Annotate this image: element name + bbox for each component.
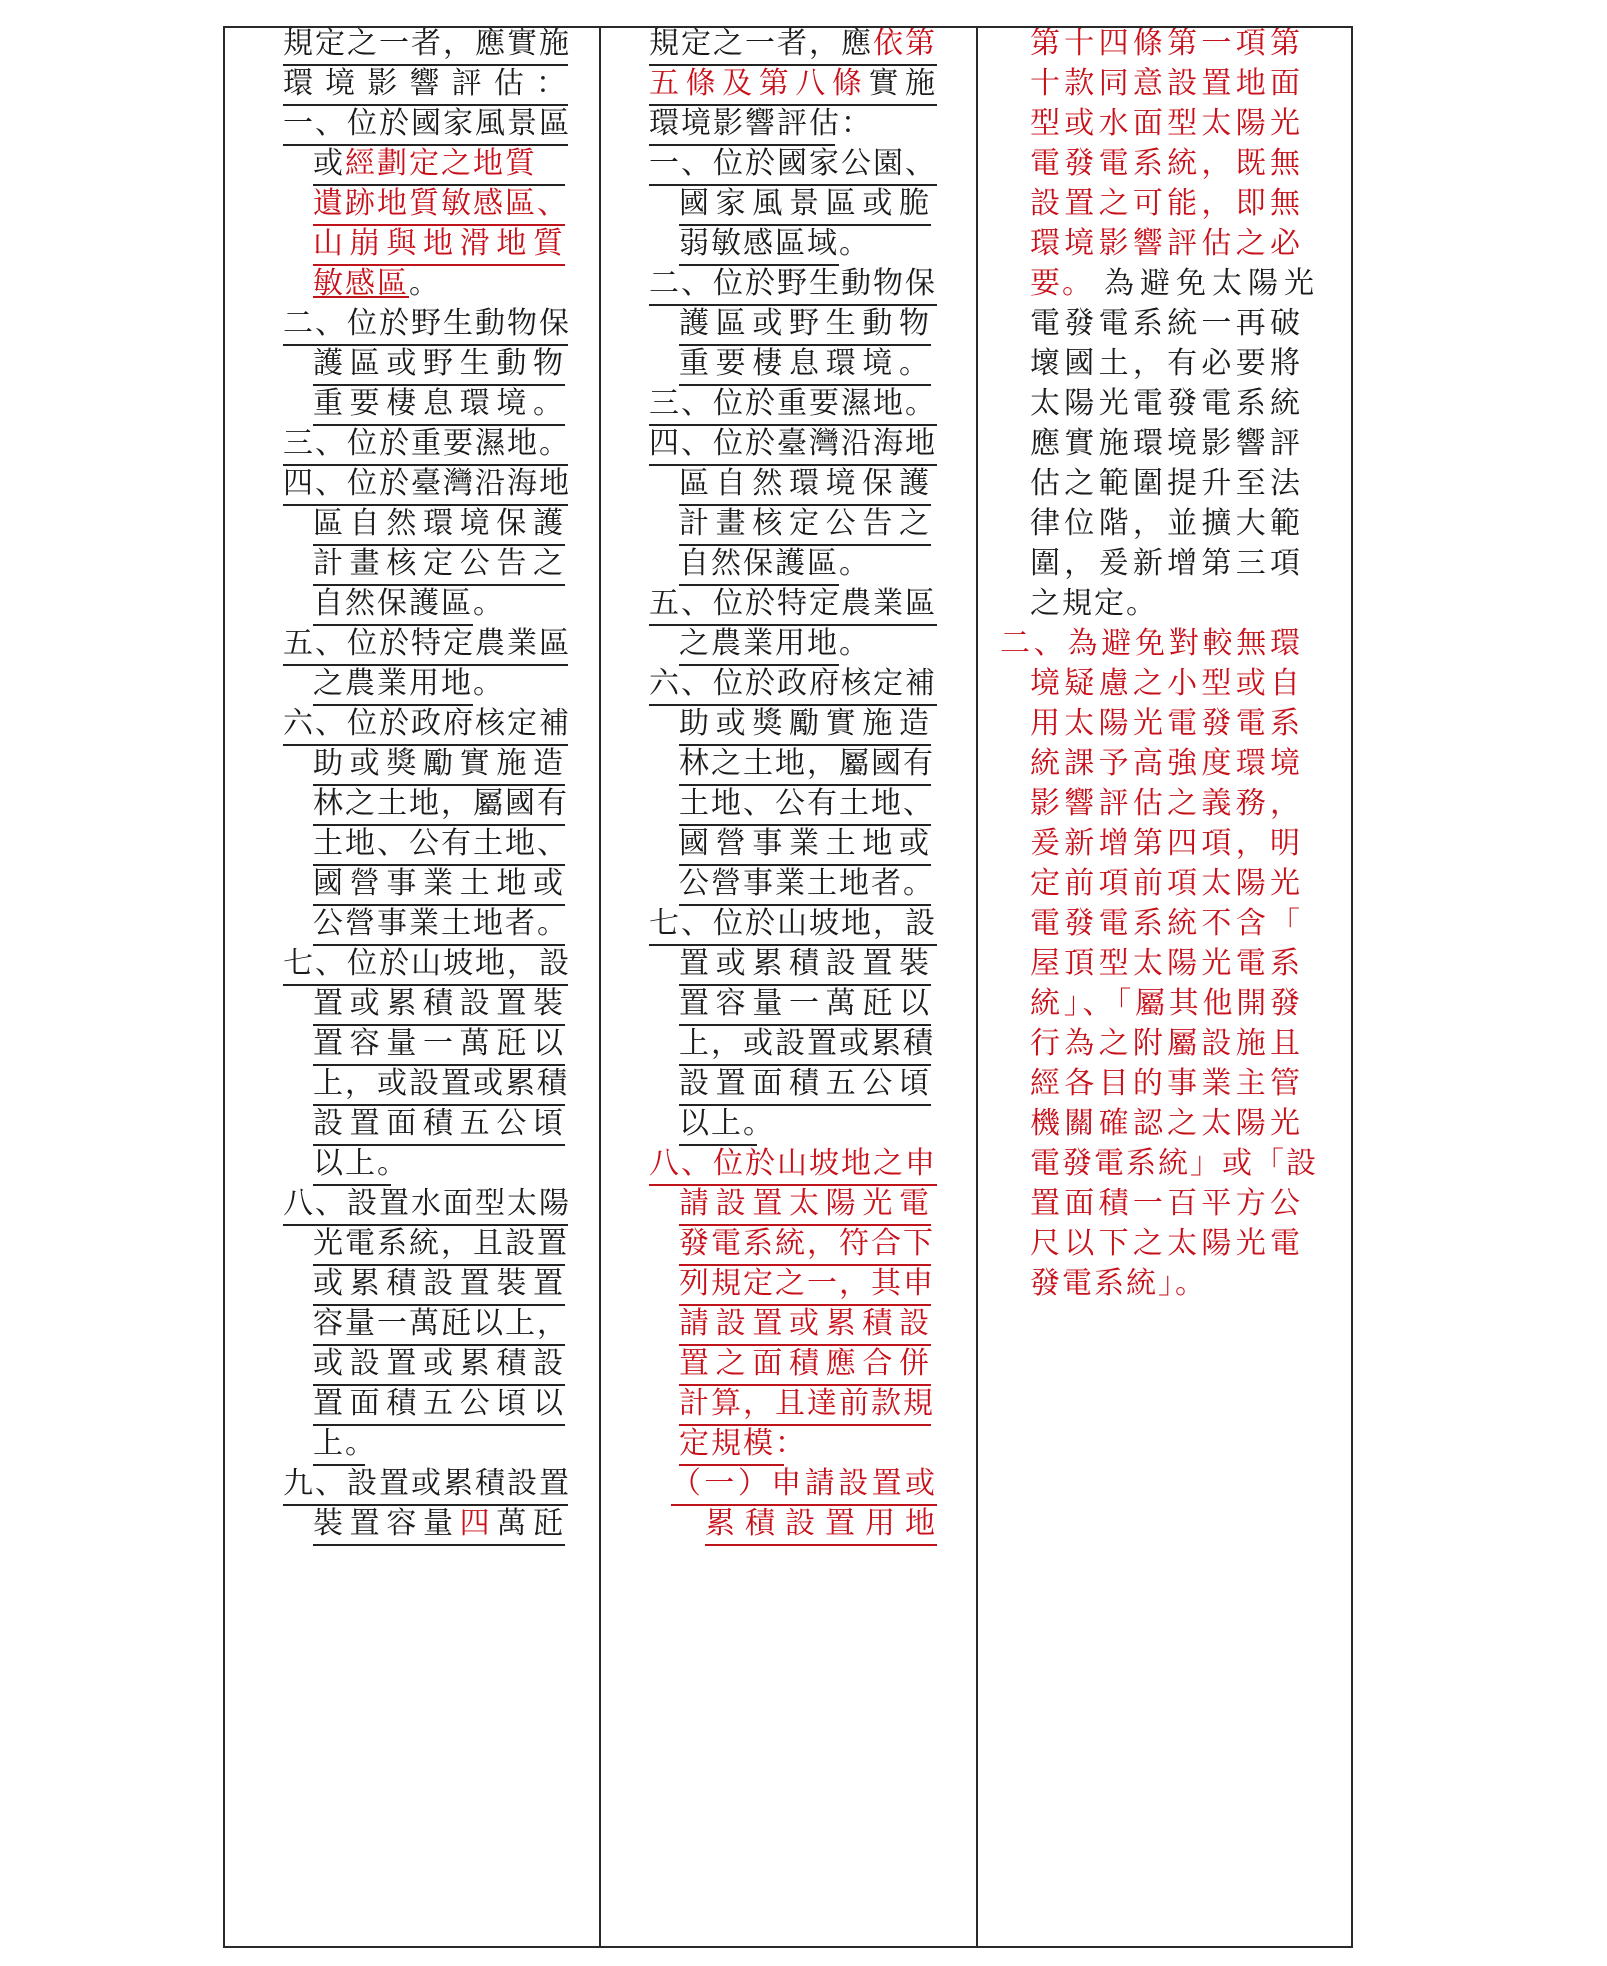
- explanation-line: 電發電系統不含「: [1030, 906, 1302, 941]
- text-line: 設置面積五公頃: [313, 1099, 565, 1149]
- explanation-line: 經各目的事業主管: [1030, 1066, 1302, 1101]
- added-text: 敏感區: [313, 266, 409, 301]
- text-line: 國家風景區或脆: [679, 179, 931, 229]
- text-line: 六、位於政府核定補: [283, 699, 568, 749]
- text-line: 以上。: [313, 1139, 391, 1189]
- added-line: 置之面積應合併: [679, 1339, 931, 1389]
- text-line: 置容量一萬瓩以: [679, 979, 931, 1029]
- explanation-line: 電發電系統」或「設: [1030, 1146, 1318, 1181]
- text-line: 區自然環境保護: [679, 459, 931, 509]
- text-line: 以上。: [679, 1099, 757, 1149]
- text-line: 置容量一萬瓩以: [313, 1019, 565, 1069]
- added-text: 依第: [873, 28, 937, 61]
- text-line: 弱敏感區域。: [679, 219, 839, 269]
- text-line: 置面積五公頃以: [313, 1379, 565, 1429]
- column-amended-text: [225, 28, 601, 1946]
- text-line: 規定之一者，應實施: [283, 28, 568, 69]
- explanation-line: 之規定。: [1030, 586, 1158, 621]
- text-fragment: 萬瓩: [496, 1506, 566, 1541]
- text-line: 一、位於國家風景區: [283, 99, 568, 149]
- text-line: 環境影響評估：: [649, 99, 835, 149]
- text-line: 上，或設置或累積: [313, 1059, 565, 1109]
- text-fragment: 或: [313, 146, 345, 181]
- text-line: 五、位於特定農業區: [649, 579, 937, 629]
- added-line: 山崩與地滑地質: [313, 219, 565, 269]
- explanation-line: 用太陽光電發電系: [1030, 706, 1302, 741]
- explanation-line: 電發電系統一再破: [1030, 306, 1302, 341]
- text-line: 或設置或累積設: [313, 1339, 565, 1389]
- explanation-line: 圍，爰新增第三項: [1030, 546, 1302, 581]
- explanation-line: 二、為避免對較無環: [1000, 626, 1302, 661]
- text-line: 四、位於臺灣沿海地: [649, 419, 937, 469]
- explanation-line: 統」、「屬其他開發: [1030, 986, 1302, 1021]
- text-line: 九、設置或累積設置: [283, 1459, 568, 1509]
- text-line: 二、位於野生動物保: [283, 299, 568, 349]
- text-line: 自然保護區。: [679, 539, 839, 589]
- explanation-line: 十款同意設置地面: [1030, 66, 1302, 101]
- added-line: 八、位於山坡地之申: [649, 1139, 937, 1189]
- text-line: 或累積設置裝置: [313, 1259, 565, 1309]
- added-text: 經劃定之地質: [345, 146, 537, 181]
- amended-number: 四: [459, 1506, 497, 1541]
- text-line: 護區或野生動物: [313, 339, 565, 389]
- text-line: 上。: [313, 1419, 365, 1469]
- text-line: 重要棲息環境。: [313, 379, 565, 429]
- explanation-fragment: 要。: [1030, 266, 1094, 301]
- text-line: 容量一萬瓩以上，: [313, 1299, 565, 1349]
- text-line: [313, 1499, 565, 1549]
- text-line: 置或累積設置裝: [313, 979, 565, 1029]
- explanation-line: 電發電系統，既無: [1030, 146, 1302, 181]
- text-line: 區自然環境保護: [313, 499, 565, 549]
- text-line: 護區或野生動物: [679, 299, 931, 349]
- text-line: 之農業用地。: [679, 619, 839, 669]
- text-line: 公營事業土地者。: [313, 899, 565, 949]
- text-line: 二、位於野生動物保: [649, 259, 937, 309]
- text-line: 國營事業土地或: [313, 859, 565, 909]
- added-line: 發電系統，符合下: [679, 1219, 931, 1269]
- added-line: 列規定之一，其申: [679, 1259, 931, 1309]
- explanation-line: 太陽光電發電系統: [1030, 386, 1302, 421]
- added-line: 累積設置用地: [705, 1499, 937, 1549]
- explanation-line: 應實施環境影響評: [1030, 426, 1302, 461]
- explanation-line: 估之範圍提升至法: [1030, 466, 1302, 501]
- text-line: 自然保護區。: [313, 579, 473, 629]
- added-line: 定規模：: [679, 1419, 784, 1469]
- text-line: 助或獎勵實施造: [679, 699, 931, 749]
- text-line: 五、位於特定農業區: [283, 619, 568, 669]
- text-line: 設置面積五公頃: [679, 1059, 931, 1109]
- text-line: 計畫核定公告之: [679, 499, 931, 549]
- text-line: 八、設置水面型太陽: [283, 1179, 568, 1229]
- text-line: 七、位於山坡地，設: [649, 899, 937, 949]
- explanation-line: 屋頂型太陽光電系: [1030, 946, 1302, 981]
- explanation-line: 影響評估之義務，: [1030, 786, 1302, 821]
- explanation-line: 境疑慮之小型或自: [1030, 666, 1302, 701]
- text-line: 重要棲息環境。: [679, 339, 931, 389]
- text-line: 土地、公有土地、: [679, 779, 931, 829]
- explanation-line: 尺以下之太陽光電: [1030, 1226, 1302, 1261]
- text-line: 一、位於國家公園、: [649, 139, 937, 189]
- text-line: 計畫核定公告之: [313, 539, 565, 589]
- explanation-line: 第十四條第一項第: [1030, 28, 1302, 61]
- added-line: （一）申請設置或: [671, 1459, 937, 1509]
- text-line: 上，或設置或累積: [679, 1019, 931, 1069]
- text-line: 置或累積設置裝: [679, 939, 931, 989]
- text-line: 助或獎勵實施造: [313, 739, 565, 789]
- text-line: 公營事業土地者。: [679, 859, 931, 909]
- explanation-line: 置面積一百平方公: [1030, 1186, 1302, 1221]
- comparison-table: [223, 26, 1353, 1948]
- text-line: 環境影響評估：: [283, 59, 568, 109]
- explanation-line: 定前項前項太陽光: [1030, 866, 1302, 901]
- text-line: 土地、公有土地、: [313, 819, 565, 869]
- text-fragment: 規定之一者，應: [649, 28, 873, 61]
- explanation-line: 機關確認之太陽光: [1030, 1106, 1302, 1141]
- explanation-line: 環境影響評估之必: [1030, 226, 1302, 261]
- added-line: 請設置太陽光電: [679, 1179, 931, 1229]
- column-current-text: [601, 28, 978, 1946]
- added-line: 遺跡地質敏感區、: [313, 179, 565, 229]
- text-line: 七、位於山坡地，設: [283, 939, 568, 989]
- text-line: 國營事業土地或: [679, 819, 931, 869]
- added-text: 五條及第八條: [649, 66, 869, 101]
- explanation-line: 爰新增第四項，明: [1030, 826, 1302, 861]
- explanation-line: 律位階，並擴大範: [1030, 506, 1302, 541]
- added-line: 請設置或累積設: [679, 1299, 931, 1349]
- text-line: 三、位於重要濕地。: [649, 379, 937, 429]
- explanation-line: 發電系統」。: [1030, 1266, 1207, 1301]
- explanation-line: 型或水面型太陽光: [1030, 106, 1302, 141]
- added-line: 計算，且達前款規: [679, 1379, 931, 1429]
- text-fragment: 實施: [868, 66, 938, 101]
- text-fragment: 裝置容量: [313, 1506, 460, 1541]
- explanation-line: 行為之附屬設施且: [1030, 1026, 1302, 1061]
- text-line: 六、位於政府核定補: [649, 659, 937, 709]
- text-line: 之農業用地。: [313, 659, 473, 709]
- text-fragment: 。: [409, 266, 441, 301]
- text-line: 四、位於臺灣沿海地: [283, 459, 568, 509]
- explanation-line: 設置之可能，即無: [1030, 186, 1302, 221]
- text-line: 林之土地，屬國有: [679, 739, 931, 789]
- explanation-line: 統課予高強度環境: [1030, 746, 1302, 781]
- text-line: 林之土地，屬國有: [313, 779, 565, 829]
- text-line: 三、位於重要濕地。: [283, 419, 568, 469]
- explanation-fragment: 為避免太陽光: [1104, 266, 1320, 301]
- column-explanation: [978, 28, 1351, 1946]
- explanation-line: 壞國土，有必要將: [1030, 346, 1302, 381]
- text-line: 光電系統，且設置: [313, 1219, 565, 1269]
